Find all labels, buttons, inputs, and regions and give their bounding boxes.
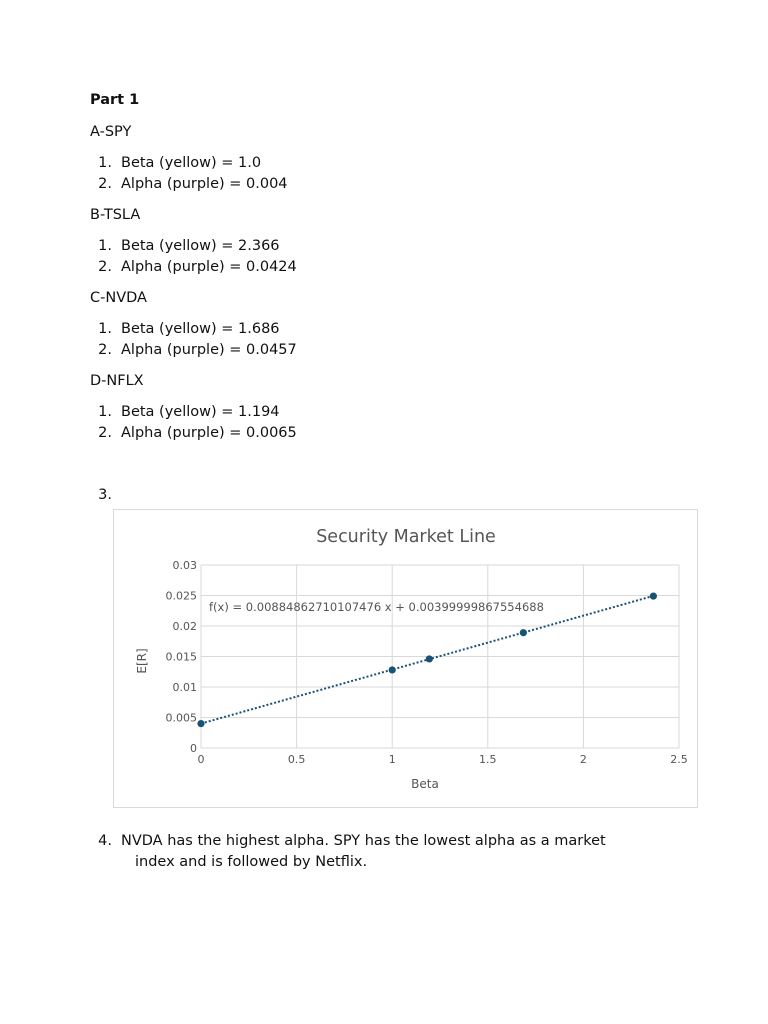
x-tick-labels [198, 753, 688, 766]
y-tick-label: 0.01 [172, 681, 197, 694]
question-4 [90, 833, 606, 849]
x-tick-label: 2.5 [670, 753, 688, 766]
x-tick-label: 0.5 [287, 753, 306, 766]
chart-title: Security Market Line [316, 527, 496, 547]
answer-line-1: NVDA has the highest alpha. SPY has the lowest alpha as a market [121, 833, 606, 849]
list-number: 2. [98, 425, 112, 441]
y-tick-label: 0.015 [165, 650, 197, 664]
trendline-equation: f(x) = 0.00884862710107476 x + 0.00399999867554688 [209, 600, 544, 614]
y-tick-label: 0.025 [165, 589, 197, 603]
list-text: Beta (yellow) = 1.0 [121, 155, 262, 171]
list-number: 2. [98, 342, 112, 358]
list-item [90, 321, 280, 337]
list-number: 3. [98, 487, 112, 503]
list-item [90, 425, 297, 441]
list-item [90, 176, 288, 192]
list-item [90, 404, 280, 420]
data-point [197, 720, 204, 727]
chart-container [113, 509, 698, 808]
section-heading-tsla: B-TSLA [90, 207, 141, 223]
section-heading-spy: A-SPY [90, 124, 132, 140]
x-axis-label: Beta [411, 777, 439, 791]
question-3-number [90, 487, 112, 503]
list-number: 1. [98, 404, 112, 420]
data-point [520, 629, 527, 636]
list-item [90, 238, 280, 254]
y-tick-label: 0.02 [172, 620, 197, 633]
y-tick-label: 0.03 [172, 559, 197, 572]
list-item [90, 259, 297, 275]
x-tick-label: 0 [197, 753, 205, 766]
list-number: 1. [98, 155, 112, 171]
y-tick-label: 0 [190, 742, 197, 755]
y-tick-labels [166, 559, 198, 755]
list-text: Alpha (purple) = 0.004 [121, 176, 288, 192]
list-number: 4. [98, 833, 112, 849]
list-number: 2. [98, 259, 112, 275]
list-text: Alpha (purple) = 0.0424 [121, 259, 297, 275]
part-title: Part 1 [90, 92, 140, 108]
x-tick-label: 1.5 [479, 753, 497, 766]
list-text: Beta (yellow) = 1.686 [121, 321, 280, 337]
list-text: Beta (yellow) = 2.366 [121, 238, 280, 254]
security-market-line-chart [114, 510, 697, 807]
list-number: 2. [98, 176, 112, 192]
list-text: Beta (yellow) = 1.194 [121, 404, 280, 420]
answer-line-2: index and is followed by Netflix. [135, 854, 368, 870]
list-item [90, 155, 261, 171]
list-text: Alpha (purple) = 0.0065 [121, 425, 297, 441]
section-heading-nflx: D-NFLX [90, 373, 144, 389]
list-number: 1. [98, 321, 112, 337]
list-item [90, 342, 297, 358]
x-tick-label: 2 [579, 753, 587, 766]
y-tick-label: 0.005 [165, 711, 197, 725]
x-tick-label: 1 [388, 753, 396, 766]
list-text: Alpha (purple) = 0.0457 [121, 342, 297, 358]
data-point [650, 593, 657, 600]
list-number: 1. [98, 238, 112, 254]
section-heading-nvda: C-NVDA [90, 290, 147, 306]
y-axis-label: E[R] [135, 648, 149, 674]
data-point [426, 655, 433, 662]
data-point [389, 666, 396, 673]
